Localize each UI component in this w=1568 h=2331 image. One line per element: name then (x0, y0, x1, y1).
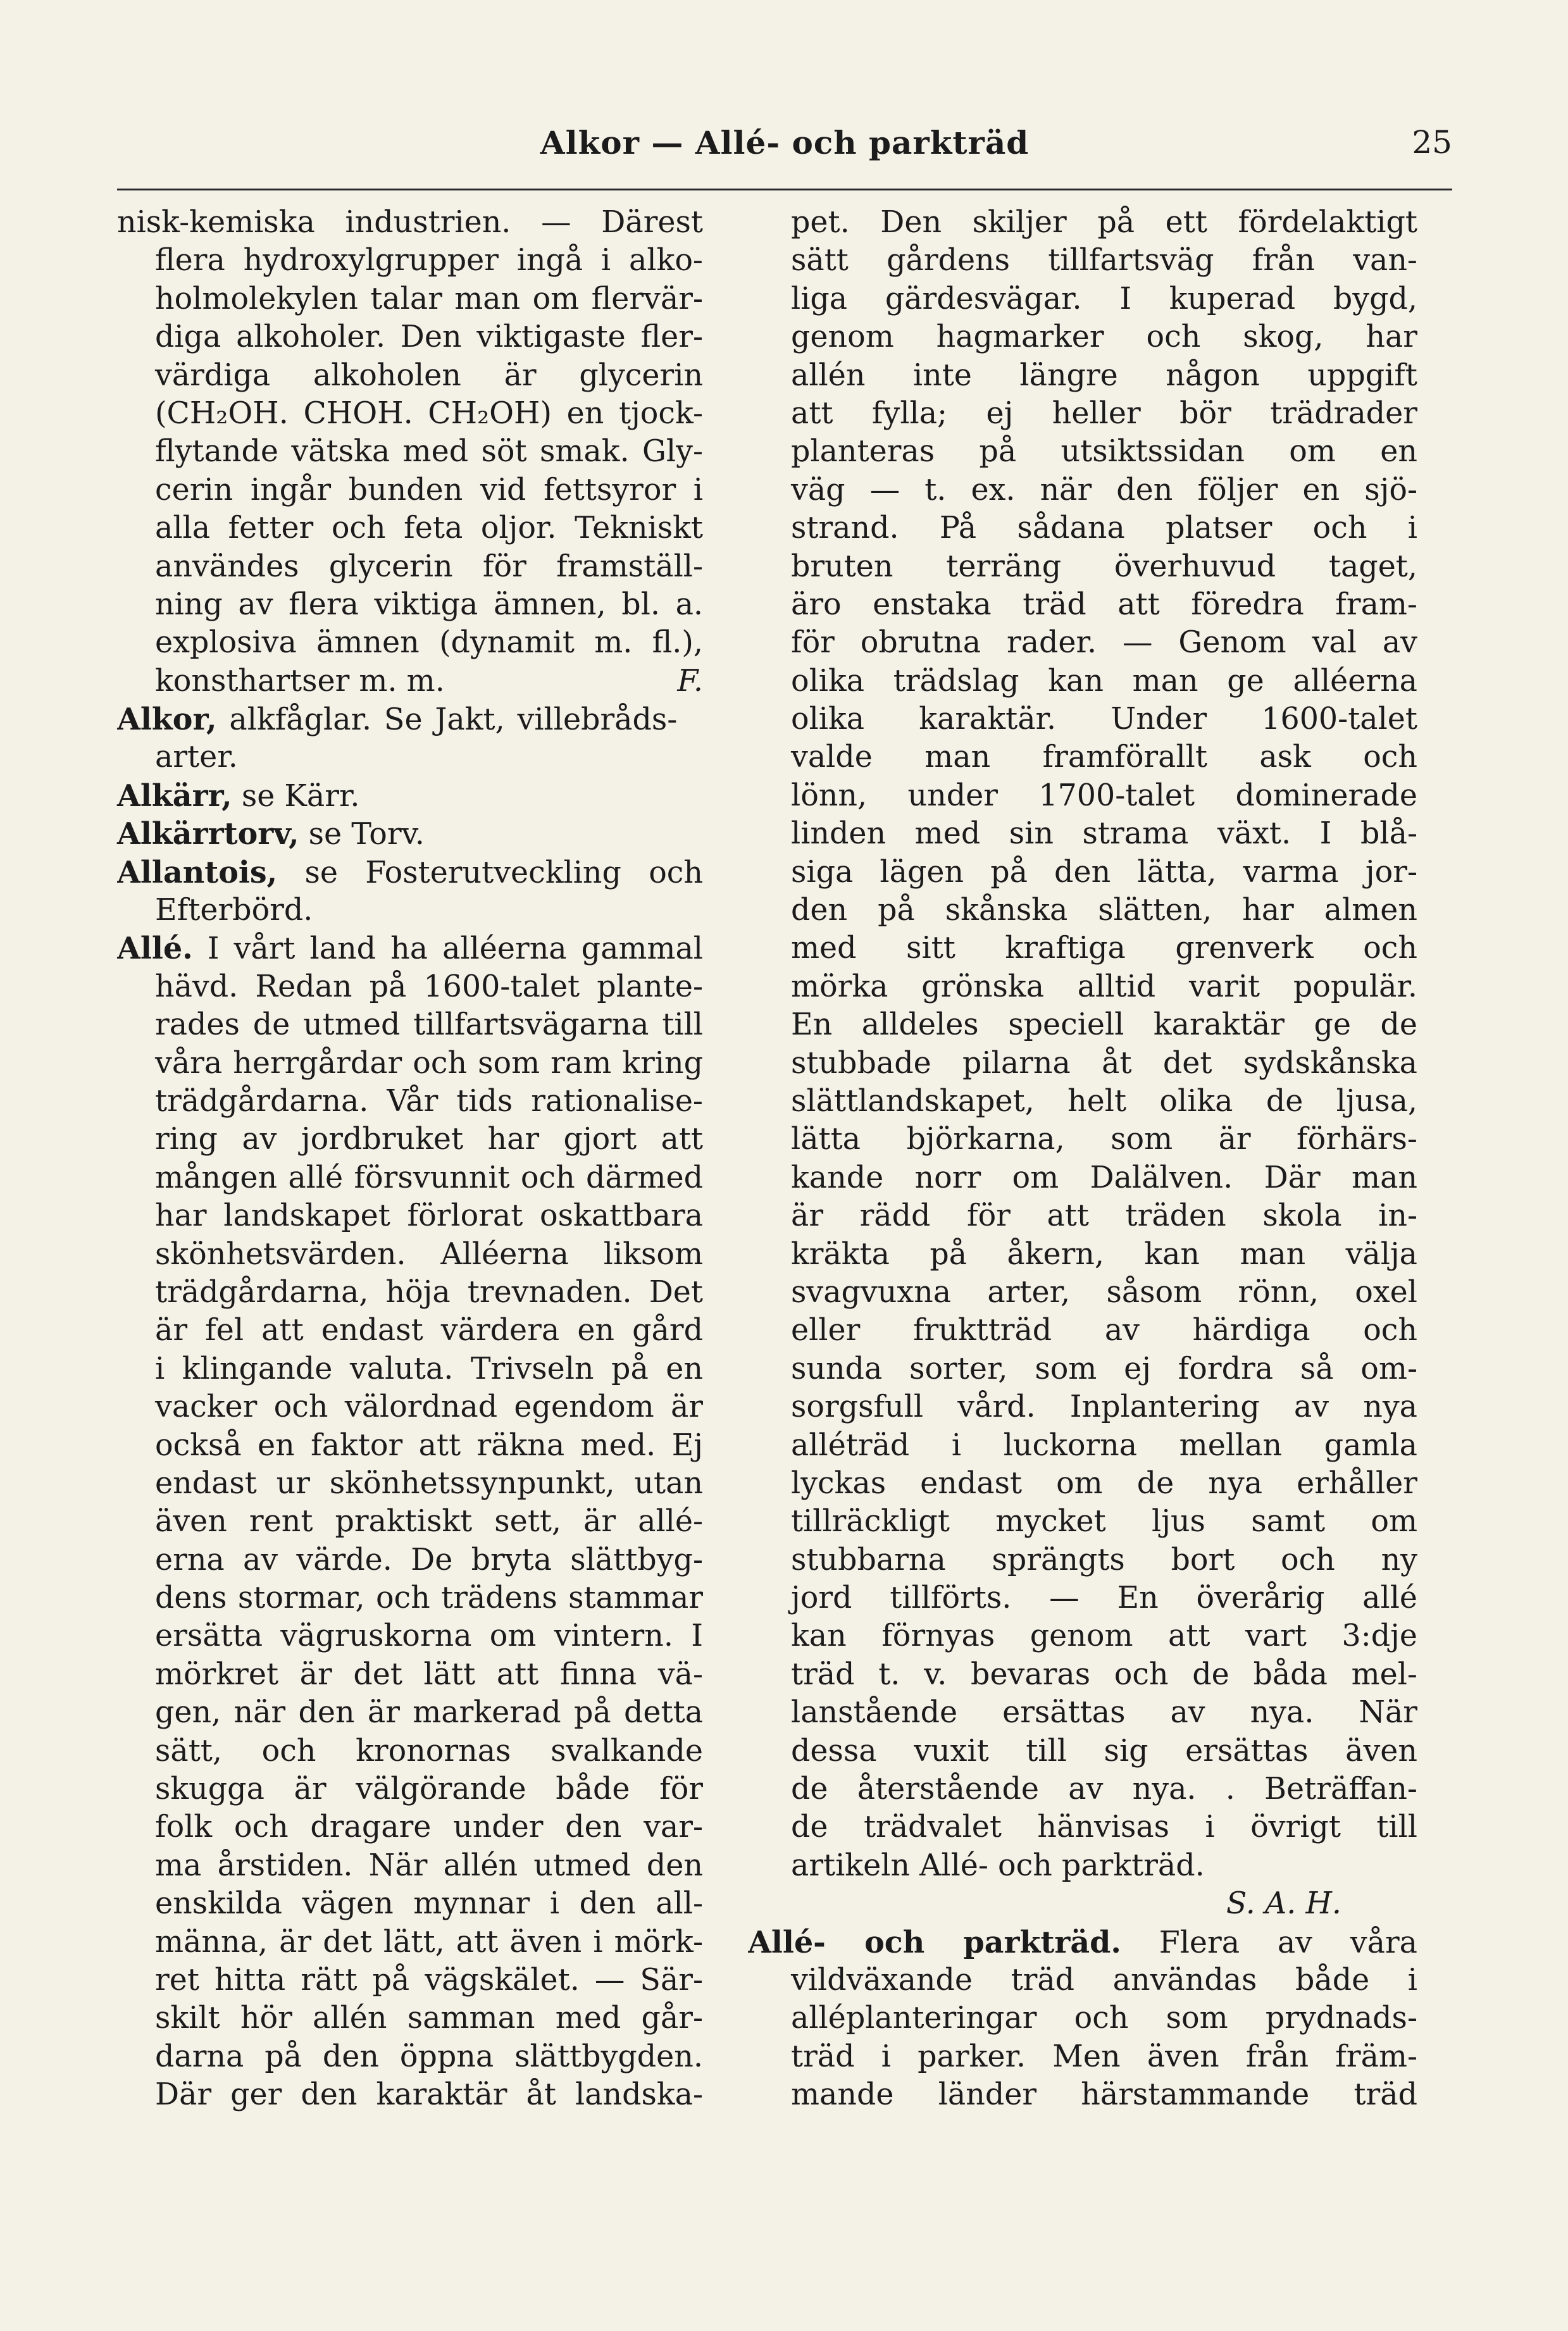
entry-text: I vårt land ha alléerna gammal (207, 931, 703, 967)
text-line: dens stormar, och trädens stammar (155, 1581, 703, 1616)
text-line: den på skånska slätten, har almen (791, 893, 1417, 928)
text-line: sätt, och kronornas svalkande (155, 1733, 703, 1768)
text-line: i klingande valuta. Trivseln på en (155, 1351, 703, 1386)
text-line: alléplanteringar och som prydnads- (791, 2001, 1417, 2036)
text-line: användes glycerin för framställ- (155, 549, 703, 584)
entry-first-line (748, 1924, 1417, 1961)
entry-text: Flera av våra (1159, 1925, 1417, 1960)
text-line: stubbarna sprängts bort och ny (791, 1542, 1417, 1577)
entry-first-line (117, 815, 703, 853)
text-line: även rent praktiskt sett, är allé- (155, 1504, 703, 1539)
text-line: träd t. v. bevaras och de båda mel- (791, 1657, 1417, 1692)
text-line: dessa vuxit till sig ersättas även (791, 1733, 1417, 1768)
text-line: skilt hör allén samman med går- (155, 2001, 703, 2036)
text-span: konsthartser m. m. (155, 663, 445, 699)
text-line: att fylla; ej heller bör trädrader (791, 395, 1417, 431)
text-line: En alldeles speciell karaktär ge de (791, 1007, 1417, 1043)
entry-text: se Fosterutveckling och (304, 855, 703, 890)
text-line: lyckas endast om de nya erhåller (791, 1465, 1417, 1501)
entry-text: se Torv. (308, 817, 425, 852)
text-line: endast ur skönhetssynpunkt, utan (155, 1465, 703, 1501)
text-line: tillräckligt mycket ljus samt om (791, 1504, 1417, 1539)
text-line: rades de utmed tillfartsvägarna till (155, 1007, 703, 1043)
text-line: skugga är välgörande både för (155, 1772, 703, 1807)
text-line: ma årstiden. När allén utmed den (155, 1848, 703, 1883)
text-line: siga lägen på den lätta, varma jor- (791, 854, 1417, 890)
entry-headword: Allé. (117, 931, 193, 967)
text-line: (CH₂OH. CHOH. CH₂OH) en tjock- (155, 395, 703, 431)
text-line: flera hydroxylgrupper ingå i alko- (155, 243, 703, 278)
right-column (748, 204, 1417, 2115)
text-line: mande länder härstammande träd (791, 2077, 1417, 2113)
text-line: holmolekylen talar man om flervär- (155, 281, 703, 316)
text-line: alléträd i luckorna mellan gamla (791, 1427, 1417, 1463)
text-line: trädgårdarna, höja trevnaden. Det (155, 1274, 703, 1310)
text-line: stubbade pilarna åt det sydskånska (791, 1045, 1417, 1081)
text-line: pet. Den skiljer på ett fördelaktigt (791, 205, 1417, 240)
text-line: mången allé försvunnit och därmed (155, 1160, 703, 1195)
text-line: explosiva ämnen (dynamit m. fl.), (155, 625, 703, 661)
text-line (117, 662, 703, 700)
text-line: kan förnyas genom att vart 3:dje (791, 1619, 1417, 1654)
text-line: arter. (155, 740, 238, 775)
author-signature: F. (677, 663, 703, 699)
text-line: gen, när den är markerad på detta (155, 1695, 703, 1731)
text-line: för obrutna rader. — Genom val av (791, 625, 1417, 661)
entry-first-line (117, 777, 703, 815)
running-title: Alkor — Allé- och parkträd (540, 124, 1030, 161)
text-line: olika trädslag kan man ge alléerna (791, 663, 1417, 699)
text-line: väg — t. ex. när den följer en sjö- (791, 472, 1417, 507)
text-line: jord tillförts. — En överårig allé (791, 1581, 1417, 1616)
text-line: ring av jordbruket har gjort att (155, 1122, 703, 1157)
text-line: ret hitta rätt på vägskälet. — Sär- (155, 1962, 703, 1998)
text-line: mörka grönska alltid varit populär. (791, 969, 1417, 1004)
text-line: äro enstaka träd att föredra fram- (791, 587, 1417, 622)
text-line: träd i parker. Men även från främ- (791, 2039, 1417, 2074)
text-line: allén inte längre någon uppgift (791, 357, 1417, 393)
text-line: genom hagmarker och skog, har (791, 320, 1417, 355)
text-line: hävd. Redan på 1600-talet plante- (155, 969, 703, 1004)
text-line: sorgsfull vård. Inplantering av nya (791, 1389, 1417, 1425)
entry-headword: Allantois, (117, 854, 278, 890)
text-line: valde man framförallt ask och (791, 740, 1417, 775)
text-line: Där ger den karaktär åt landska- (155, 2077, 703, 2113)
text-line: slättlandskapet, helt olika de ljusa, (791, 1083, 1417, 1119)
text-line: lönn, under 1700-talet dominerade (791, 778, 1417, 813)
text-line: artikeln Allé- och parkträd. (791, 1848, 1205, 1883)
text-line: skönhetsvärden. Alléerna liksom (155, 1236, 703, 1272)
header-rule (117, 189, 1452, 190)
text-line: vildväxande träd användas både i (791, 1962, 1417, 1998)
text-line: diga alkoholer. Den viktigaste fler- (155, 320, 703, 355)
text-line: är rädd för att träden skola in- (791, 1198, 1417, 1234)
text-line: sätt gårdens tillfartsväg från van- (791, 243, 1417, 278)
text-line: strand. På sådana platser och i (791, 511, 1417, 546)
text-line: erna av värde. De bryta slättbyg- (155, 1542, 703, 1577)
entry-headword: Alkärrtorv, (117, 816, 299, 852)
text-line: Efterbörd. (155, 893, 313, 928)
text-line: cerin ingår bunden vid fettsyror i (155, 472, 703, 507)
text-line: darna på den öppna slättbygden. (155, 2039, 703, 2074)
text-line: alla fetter och feta oljor. Tekniskt (155, 511, 703, 546)
entry-headword: Alkärr, (117, 778, 232, 814)
entry-text: alkfåglar. Se Jakt, villebråds- (229, 702, 678, 738)
text-line: lätta björkarna, som är förhärs- (791, 1122, 1417, 1157)
text-line: också en faktor att räkna med. Ej (155, 1427, 703, 1463)
text-line: mörkret är det lätt att finna vä- (155, 1657, 703, 1692)
text-line: liga gärdesvägar. I kuperad bygd, (791, 281, 1417, 316)
text-line: bruten terräng överhuvud taget, (791, 549, 1417, 584)
text-line: folk och dragare under den var- (155, 1810, 703, 1845)
text-line: har landskapet förlorat oskattbara (155, 1198, 703, 1234)
entry-first-line (117, 854, 703, 892)
text-line: svagvuxna arter, såsom rönn, oxel (791, 1274, 1417, 1310)
text-line: värdiga alkoholen är glycerin (155, 357, 703, 393)
left-column (117, 204, 703, 2115)
text-line: sunda sorter, som ej fordra så om- (791, 1351, 1417, 1386)
author-signature: S. A. H. (1226, 1886, 1341, 1922)
entry-headword: Allé- och parkträd. (748, 1924, 1121, 1960)
text-line: flytande vätska med söt smak. Gly- (155, 434, 703, 469)
text-line: lanstående ersättas av nya. När (791, 1695, 1417, 1731)
text-line: linden med sin strama växt. I blå- (791, 816, 1417, 852)
entry-first-line (117, 700, 677, 738)
text-line: ning av flera viktiga ämnen, bl. a. (155, 587, 703, 622)
entry-headword: Alkor, (117, 702, 217, 738)
text-line: kande norr om Dalälven. Där man (791, 1160, 1417, 1195)
text-line: trädgårdarna. Vår tids rationalise- (155, 1083, 703, 1119)
text-line: kräkta på åkern, kan man välja (791, 1236, 1417, 1272)
text-line: planteras på utsiktssidan om en (791, 434, 1417, 469)
text-line: olika karaktär. Under 1600-talet (791, 702, 1417, 737)
text-line: nisk-kemiska industrien. — Därest (117, 205, 703, 240)
entry-text: se Kärr. (241, 778, 360, 814)
text-line: vacker och välordnad egendom är (155, 1389, 703, 1425)
text-line: ersätta vägruskorna om vintern. I (155, 1619, 703, 1654)
text-line: enskilda vägen mynnar i den all- (155, 1886, 703, 1922)
page-number: 25 (1412, 124, 1452, 161)
text-line: de återstående av nya. . Beträffan- (791, 1772, 1417, 1807)
text-line: männa, är det lätt, att även i mörk- (155, 1924, 703, 1960)
text-line: eller fruktträd av härdiga och (791, 1313, 1417, 1348)
entry-first-line (117, 929, 703, 967)
text-line: är fel att endast värdera en gård (155, 1313, 703, 1348)
text-line: med sitt kraftiga grenverk och (791, 931, 1417, 966)
text-line: våra herrgårdar och som ram kring (155, 1045, 703, 1081)
text-line: de trädvalet hänvisas i övrigt till (791, 1810, 1417, 1845)
running-header (117, 115, 1452, 185)
